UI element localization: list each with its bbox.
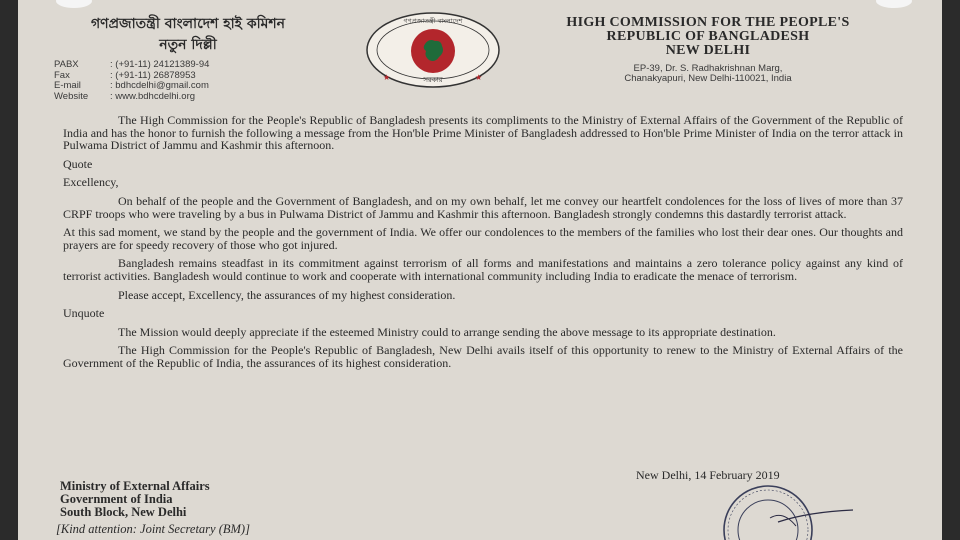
closing-line: Please accept, Excellency, the assurances of my highest consideration. [118,287,456,302]
addressee-line1: Ministry of External Affairs [60,479,210,493]
english-letterhead [513,16,903,58]
corner-artifact-right [876,0,912,8]
attention-line: [Kind attention: Joint Secretary (BM)] [56,522,250,536]
quote-marker: Quote [63,156,93,171]
contact-label: Website [54,90,89,102]
address-line1: EP-39, Dr. S. Radhakrishnan Marg, [633,63,783,74]
address-line2: Chanakyapuri, New Delhi-110021, India [624,73,792,84]
paragraph-complimentary-close: The High Commission for the People's Republic of Bangladesh, New Delhi avails itself of this opportunity to renew to the Ministry of External Affairs of the Government of the Republic of India, the assurances of its highest consideration. [63,343,903,370]
contact-row [54,60,209,71]
contact-label: Fax [54,69,70,81]
contact-value: : www.bdhcdelhi.org [110,90,196,102]
official-stamp [708,482,858,540]
contact-value: : (+91-11) 26878953 [110,69,196,81]
paragraph-condolence: On behalf of the people and the Government of Bangladesh, and on my own behalf, let me convey our heartfelt condolences for the loss of lives of more than 37 CRPF troops who were traveling by a bus in Pulwama District of Jammu and Kashmir this afternoon. Bangladesh strongly condemns this dastardly terrorist attack. [63,193,903,221]
paragraph-commitment: Bangladesh remains steadfast in its commitment against terrorism of all forms and manifestations and maintains a zero tolerance policy against any kind of terrorist activities. Bangladesh would continue to work and cooperate with international community including India to eradicate the menace of terrorism. [63,256,903,283]
svg-text:★: ★ [475,73,483,82]
paragraph-request: The Mission would deeply appreciate if the esteemed Ministry could to arrange sending the above message to its appropriate destination. [118,324,776,339]
contact-value: : (+91-11) 24121389-94 [110,59,210,70]
seal-text-top: গণপ্রজাতন্ত্রী বাংলাদেশ [403,17,463,25]
contact-row [54,92,209,103]
salutation: Excellency, [63,175,119,190]
paragraph-solidarity: At this sad moment, we stand by the people and the government of India. We offer our condolences to the members of the families who lost their dear ones. Our thoughts and prayers are for speedy recovery of those who got injured. [63,225,903,252]
bengali-letterhead-line2: নতুন দিল্লী [159,37,217,53]
government-seal [363,10,503,90]
letter-body [63,114,903,370]
english-letterhead-line3: NEW DELHI [665,43,751,58]
mission-address [548,64,868,84]
contact-label: E-mail [54,80,81,91]
bengali-letterhead [73,14,303,56]
contact-block [54,60,209,102]
letter-date: New Delhi, 14 February 2019 [636,468,780,482]
english-letterhead-line1: HIGH COMMISSION FOR THE PEOPLE'S [566,15,850,30]
addressee-line3: South Block, New Delhi [60,505,187,519]
contact-row [54,81,209,92]
unquote-marker: Unquote [63,306,105,321]
intro-paragraph: The High Commission for the People's Republic of Bangladesh presents its compliments to the Ministry of External Affairs of the Government of the Republic of India and has the honor to furnish the following a message from the Hon'ble Prime Minister of Bangladesh addressed to Hon'ble Prime Minister of India on the terror attack in Pulwama District of Jammu and Kashmir this afternoon. [63,113,903,153]
bengali-letterhead-line1: গণপ্রজাতন্ত্রী বাংলাদেশ হাই কমিশন [90,16,286,32]
contact-label: PABX [54,59,79,70]
letter-page [18,0,942,540]
english-letterhead-line2: REPUBLIC OF BANGLADESH [606,29,810,44]
svg-text:★: ★ [383,73,391,82]
contact-value: : bdhcdelhi@gmail.com [110,80,209,91]
seal-text-bottom: সরকার [423,76,443,84]
corner-artifact-left [56,0,92,8]
addressee-line2: Government of India [60,492,173,506]
addressee-block [60,480,210,519]
